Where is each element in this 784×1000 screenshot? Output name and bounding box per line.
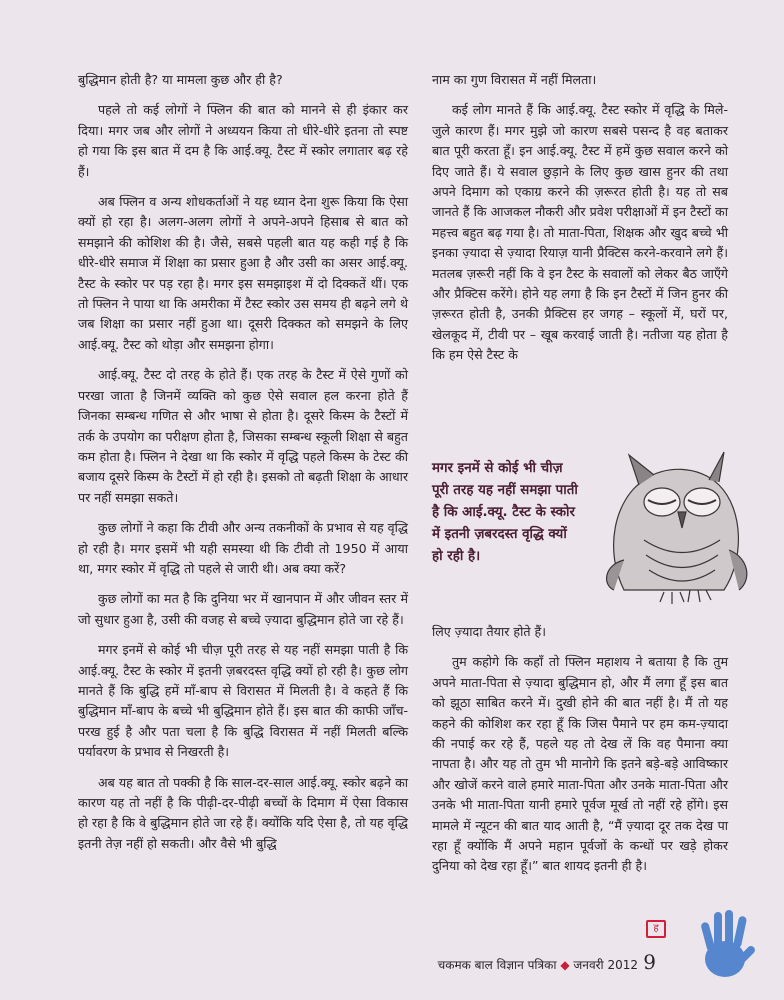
paragraph: अब यह बात तो पक्की है कि साल-दर-साल आई.क्यू. स्कोर बढ़ने का कारण यह तो नहीं है कि पीढ़ी-दर-पीढ़ी बच्चों के दिमाग में ऐसा विकास हो रहा है कि वे बुद्धिमान होते जा रहे हैं। क्योंकि यदि ऐसा है, तो यह वृद्धि इतनी तेज़ नहीं हो सकती। और वैसे भी बुद्धि	[78, 774, 408, 851]
paragraph: कुछ लोगों ने कहा कि टीवी और अन्य तकनीकों के प्रभाव से यह वृद्धि हो रही है। मगर इसमें भी यही समस्या थी कि टीवी तो 1950 में आया था, मगर स्कोर में वृद्धि तो पहले से जारी थी। अब क्या करें?	[78, 520, 408, 576]
owl-illustration	[584, 440, 764, 610]
paragraph: नाम का गुण विरासत में नहीं मिलता।	[432, 72, 597, 87]
paragraph: बुद्धिमान होती है? या मामला कुछ और ही है?	[78, 72, 283, 87]
right-column-lower	[432, 622, 728, 887]
paragraph: तुम कहोगे कि कहाँ तो फ्लिन महाशय ने बताया है कि तुम अपने माता-पिता से ज़्यादा बुद्धिमान हो, और मैं लगा हूँ इस बात को झूठा साबित करने में। दुखी होने की बात नहीं है। मैं तो यह कहने की कोशिश कर रहा हूँ कि जिस पैमाने पर हम कम-ज़्यादा की नपाई कर रहे हैं, पहले यह तो देख लें कि वह पैमाना क्या नापता है। और यह तो तुम भी मानोगे कि इतने बड़े-बड़े आविष्कार और खोजें करने वाले हमारे माता-पिता और उनके माता-पिता और उनके भी माता-पिता यानी हमारे पूर्वज मूर्ख तो नहीं रहे होंगे। इस मामले में न्यूटन की बात याद आती है, “मैं ज़्यादा दूर तक देख पा रहा हूँ क्योंकि मैं अपने महान पूर्वजों के कन्धों पर खड़े होकर दुनिया को देख रहा हूँ।” बात शायद इतनी ही है।	[432, 654, 728, 874]
paragraph: आई.क्यू. टैस्ट दो तरह के होते हैं। एक तरह के टैस्ट में ऐसे गुणों को परखा जाता है जिनमें व्यक्ति को कुछ ऐसे सवाल हल करना होते हैं जिनका सम्बन्ध गणित से और भाषा से होता है। दूसरे किस्म के टैस्टों में तर्क के उपयोग का परीक्षण होता है, जिसका सम्बन्ध स्कूली शिक्षा से बहुत कम होता है। फ्लिन ने देखा था कि स्कोर में वृद्धि पहले किस्म के टेस्ट की बजाय दूसरे किस्म के टैस्टों में हो रही है। इसको तो बढ़ती शिक्षा के आधार पर नहीं समझा सकते।	[78, 367, 408, 505]
stamp-icon: ह	[646, 920, 666, 938]
left-column	[78, 70, 408, 864]
pull-quote: मगर इनमें से कोई भी चीज़ पूरी तरह यह नहीं समझा पाती है कि आई.क्यू. टैस्ट के स्कोर में इतनी ज़बरदस्त वृद्धि क्यों हो रही है।	[432, 461, 578, 564]
paragraph: कई लोग मानते हैं कि आई.क्यू. टैस्ट स्कोर में वृद्धि के मिले-जुले कारण हैं। मगर मुझे जो कारण सबसे पसन्द है वह बताकर बात पूरी करता हूँ। इन आई.क्यू. टैस्ट में हमें कुछ सवाल करने को दिए जाते हैं। ये सवाल छुड़ाने के लिए कुछ खास हुनर की तथा अपने दिमाग को एकाग्र करने की ज़रूरत होती है। यह तो सब जानते हैं कि आजकल नौकरी और प्रवेश परीक्षाओं में इन टैस्टों का महत्त्व बहुत बढ़ गया है। तो माता-पिता, शिक्षक और खुद बच्चे भी इनका ज़्यादा से ज़्यादा रियाज़ यानी प्रैक्टिस करने-करवाने लगे हैं। मतलब ज़रूरी नहीं कि वे इन टैस्ट के सवालों को लेकर बैठ जाएँगे और प्रैक्टिस करेंगे। होने यह लगा है कि इन टैस्टों में जिन हुनर की ज़रूरत होती है, उनकी प्रैक्टिस हर जगह – स्कूलों में, घरों पर, खेलकूद में, टीवी पर – खूब करवाई जाती है। नतीजा यह होता है कि हम ऐसे टैस्ट के	[432, 102, 728, 363]
right-column	[432, 70, 728, 376]
paragraph: पहले तो कई लोगों ने फ्लिन की बात को मानने से ही इंकार कर दिया। मगर जब और लोगों ने अध्ययन किया तो धीरे-धीरे इतना तो स्पष्ट हो गया कि इस बात में दम है कि आई.क्यू. टैस्ट में स्कोर लगातार बढ़ रहे हैं।	[78, 102, 408, 179]
issue-date: जनवरी 2012	[573, 958, 638, 972]
magazine-name: चकमक बाल विज्ञान पत्रिका	[437, 958, 557, 972]
footer-text	[438, 956, 638, 973]
page-number: 9	[643, 950, 656, 974]
page-footer	[437, 948, 750, 978]
paragraph: लिए ज़्यादा तैयार होते हैं।	[432, 624, 546, 639]
paragraph: कुछ लोगों का मत है कि दुनिया भर में खानपान में और जीवन स्तर में जो सुधार हुआ है, उसी की वजह से बच्चे ज़्यादा बुद्धिमान होते जा रहे हैं।	[78, 591, 408, 627]
paragraph: अब फ्लिन व अन्य शोधकर्ताओं ने यह ध्यान देना शुरू किया कि ऐसा क्यों हो रहा है। अलग-अलग लोगों ने अपने-अपने हिसाब से बात को समझाने की कोशिश की है। जैसे, सबसे पहली बात यह कही गई है कि धीरे-धीरे समाज में शिक्षा का प्रसार हुआ है और उसी का असर आई.क्यू. टैस्ट के स्कोर पर पड़ रहा है। मगर इस समझाइश में दो दिक्कतें थीं। एक तो फ्लिन ने पाया था कि अमरीका में टैस्ट स्कोर उस समय ही बढ़ने लगे थे जब शिक्षा का प्रसार नहीं हुआ था। दूसरी दिक्कत को समझने के लिए आई.क्यू. टैस्ट को थोड़ा और समझना होगा।	[78, 194, 408, 352]
diamond-icon: ◆	[560, 958, 570, 972]
paragraph: मगर इनमें से कोई भी चीज़ पूरी तरह से यह नहीं समझा पाती है कि आई.क्यू. टैस्ट के स्कोर में इतनी ज़बरदस्त वृद्धि क्यों हो रही है। कुछ लोग मानते हैं कि बुद्धि हमें माँ-बाप से विरासत में मिलती है। वे कहते हैं कि बुद्धिमान माँ-बाप के बच्चे भी बुद्धिमान होते हैं। इस बात की काफी जाँच-परख हुई है और पता चला है कि बुद्धि विरासत में नहीं मिलती बल्कि पर्यावरण के प्रभाव से निखरती है।	[78, 642, 408, 760]
